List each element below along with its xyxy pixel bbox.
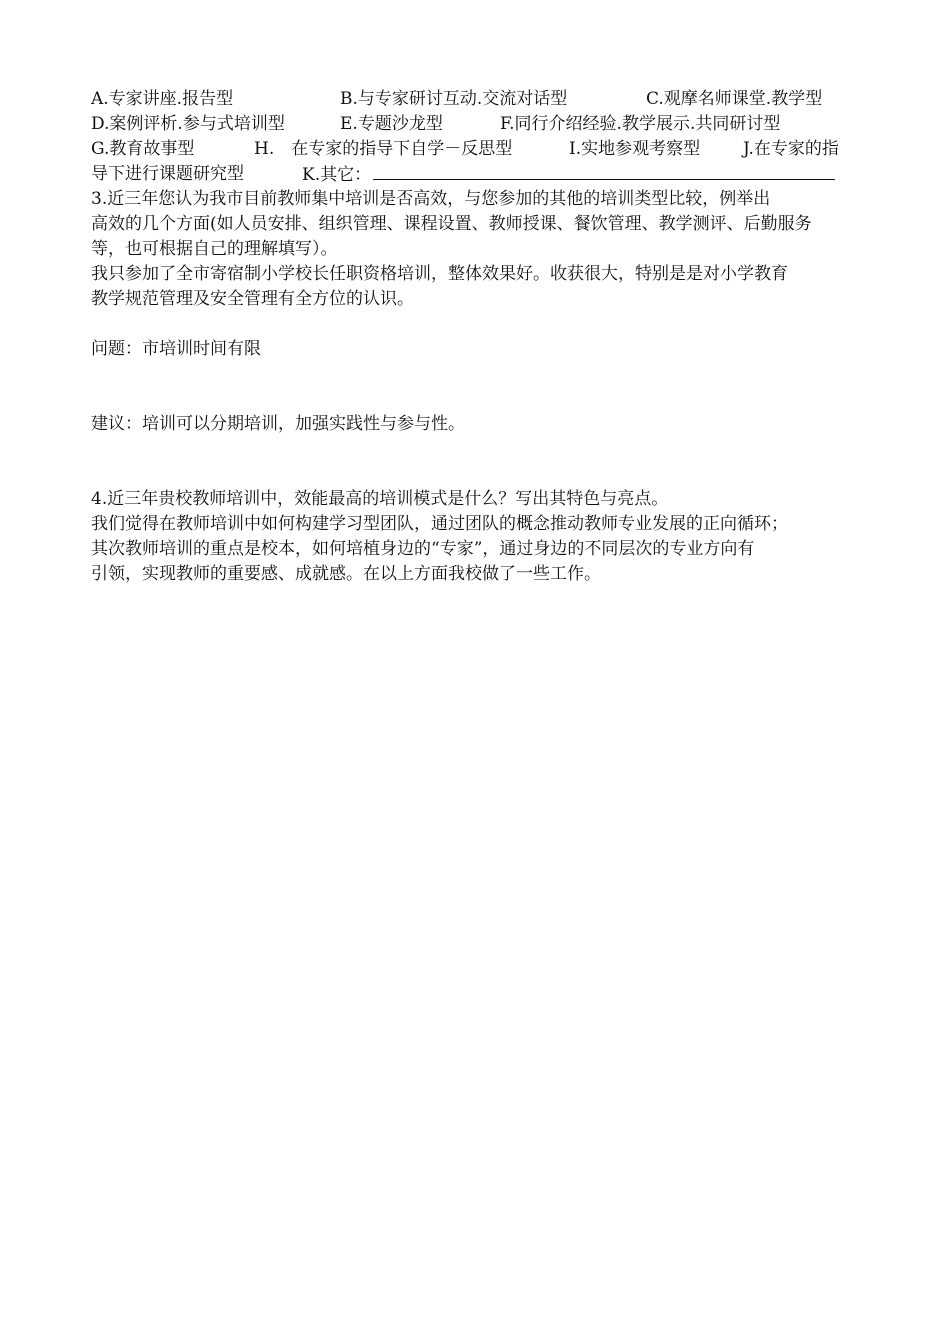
options-row-1 [91,88,233,110]
options-row-2-f [500,113,780,135]
q3-answer-2: 教学规范管理及安全管理有全方位的认识。 [91,289,414,309]
options-row-2 [91,113,285,135]
option-d: D.案例评析.参与式培训型 [91,114,285,134]
option-f: F.同行介绍经验.教学展示.共同研讨型 [500,114,781,134]
q4-answer-2: 其次教师培训的重点是校本，如何培植身边的“专家”，通过身边的不同层次的专业方向有 [91,539,755,559]
q4-answer-1: 我们觉得在教师培训中如何构建学习型团队，通过团队的概念推动教师专业发展的正向循环； [91,514,788,534]
option-j: J.在专家的指 [743,139,839,159]
options-row-3-h [254,138,512,160]
options-row-3-j [743,138,839,160]
option-h: H. 在专家的指导下自学－反思型 [254,139,513,159]
options-row-1-c [646,88,822,110]
q4-answer-3: 引领，实现教师的重要感、成就感。在以上方面我校做了一些工作。 [91,564,601,584]
fill-in-blank [373,163,835,180]
q3-line-1: 3.近三年您认为我市目前教师集中培训是否高效，与您参加的其他的培训类型比较，例举出 [91,189,771,209]
q3-suggestion: 建议：培训可以分期培训，加强实践性与参与性。 [91,414,465,434]
option-k: K.其它： [302,165,372,185]
options-row-1-b [340,88,567,110]
q3-line-3: 等，也可根据自己的理解填写）。 [91,239,338,259]
q4-line-1: 4.近三年贵校教师培训中，效能最高的培训模式是什么？写出其特色与亮点。 [91,489,669,509]
options-row-3-i [569,138,700,160]
option-i: I.实地参观考察型 [569,139,701,159]
q3-answer-1: 我只参加了全市寄宿制小学校长任职资格培训，整体效果好。收获很大，特别是是对小学教育 [91,264,788,284]
options-row-3 [91,138,194,160]
option-j-continued: 导下进行课题研究型 [91,164,244,184]
option-e: E.专题沙龙型 [340,114,443,134]
option-c: C.观摩名师课堂.教学型 [646,89,823,109]
options-row-2-e [340,113,443,135]
option-b: B.与专家研讨互动.交流对话型 [340,89,568,109]
options-row-4-k [302,163,835,185]
q3-line-2: 高效的几个方面(如人员安排、组织管理、课程设置、教师授课、餐饮管理、教学测评、后勤服务 [91,214,812,234]
option-g: G.教育故事型 [91,139,195,159]
option-a: A.专家讲座.报告型 [91,89,234,109]
options-row-4 [91,163,244,185]
q3-problem: 问题：市培训时间有限 [91,339,261,359]
